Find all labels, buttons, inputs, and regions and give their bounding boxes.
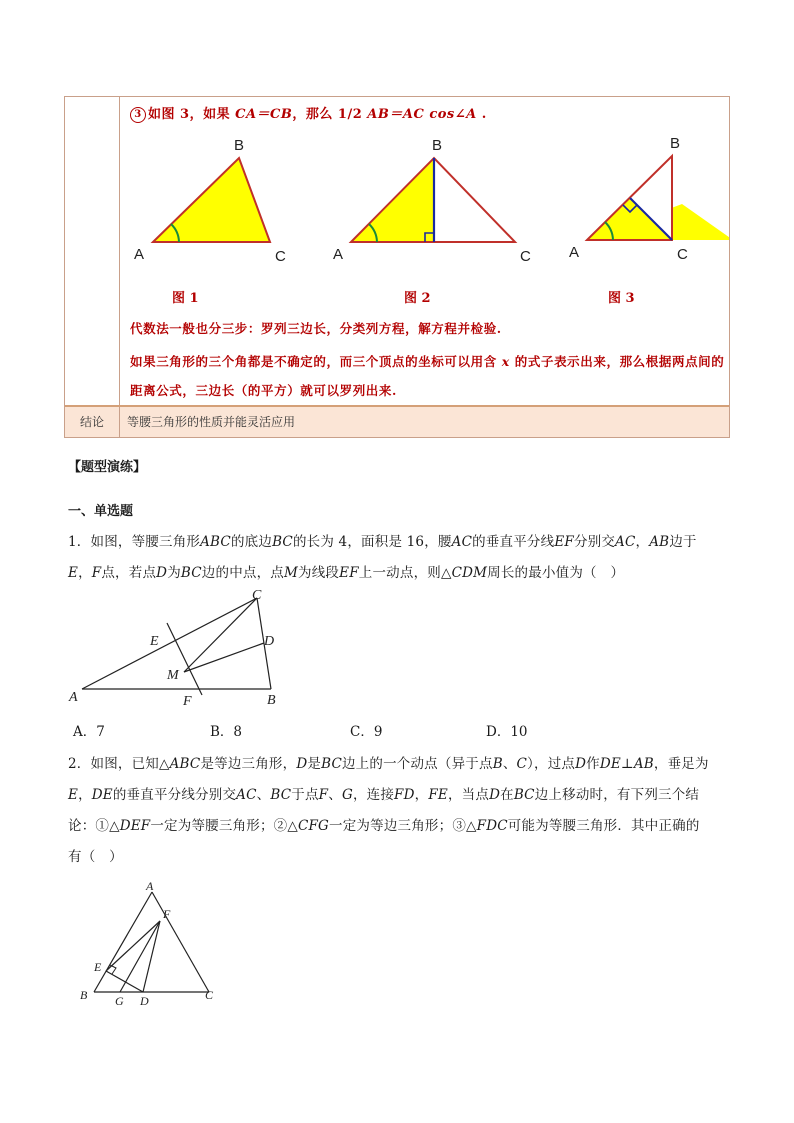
figure-2 (333, 137, 531, 265)
figure-3-label-c: C (677, 246, 688, 263)
q2-segment-de (106, 971, 143, 992)
q2-side-ac (152, 892, 209, 992)
condition-statement: 3 如图 3，如果 CA＝CB，那么 1/2 AB＝AC cos∠A . (130, 103, 487, 123)
q1-label-m: M (167, 668, 179, 683)
q2-label-a: A (146, 879, 154, 893)
option-d[interactable]: D．10 (486, 724, 528, 740)
method-row-label-cell (65, 97, 120, 405)
figure-1-label-c: C (275, 248, 286, 265)
q1-label-d: D (264, 634, 275, 649)
q2-label-c: C (205, 988, 214, 1002)
question-2-line-4: 有（ ） (68, 849, 123, 865)
option-c[interactable]: C．9 (350, 724, 383, 740)
q2-label-e: E (94, 960, 102, 974)
method-row (65, 97, 729, 405)
question-2-line-3: 论：①△DEF一定为等腰三角形；②△CFG一定为等边三角形；③△FDC可能为等腰三角形．其中正确的 (68, 818, 700, 834)
q2-label-b: B (80, 988, 88, 1002)
option-b[interactable]: B．8 (210, 724, 243, 740)
question-2-figure (76, 878, 226, 1008)
q1-label-b: B (267, 693, 276, 708)
figure-3-label-a: A (569, 244, 580, 261)
distance-formula-note: 如果三角形的三个角都是不确定的，而三个顶点的坐标可以用含 x 的式子表示出来，那么根据两点间的距离公式，三边长（的平方）就可以罗列出来. (130, 354, 725, 398)
figure-3-label-b: B (670, 135, 681, 152)
three-triangle-figures (120, 127, 729, 287)
q1-segment-mc (184, 598, 257, 672)
subsection-title: 一、单选题 (68, 504, 134, 519)
q2-side-ab (94, 892, 152, 992)
figure-2-caption: 图 2 (404, 291, 431, 306)
question-2-line-2: E，DE的垂直平分线分别交AC、BC于点F、G，连接FD，FE，当点D在BC边上移动时，有下列三个结 (68, 787, 700, 803)
figure-3 (569, 135, 729, 263)
section-title: 【题型演练】 (68, 460, 147, 475)
question-1-line-2: E，F点，若点D为BC边的中点，点M为线段EF上一动点，则△CDM周长的最小值为（ ） (68, 565, 625, 581)
figure-1-caption: 图 1 (172, 291, 199, 306)
figure-1-label-a: A (134, 246, 145, 263)
q1-label-c: C (252, 588, 262, 603)
figure-1 (134, 137, 286, 265)
q1-label-e: E (150, 634, 159, 649)
circled-number-marker: 3 (130, 107, 146, 123)
q1-label-f: F (183, 694, 192, 709)
figure-2-label-a: A (333, 246, 344, 263)
method-row-content-cell (120, 97, 729, 405)
option-a[interactable]: A．7 (73, 724, 105, 740)
q2-label-g: G (115, 994, 124, 1008)
conclusion-text: 等腰三角形的性质并能灵活应用 (127, 415, 296, 429)
question-1-figure (64, 585, 304, 710)
q2-segment-fd (143, 921, 160, 992)
q1-label-a: A (69, 690, 78, 705)
q2-perpendicular-bisector-fg (120, 921, 160, 992)
q2-label-f: F (163, 907, 171, 921)
algebra-method-note: 代数法一般也分三步：罗列三边长，分类列方程，解方程并检验. (130, 321, 502, 336)
figure-1-label-b: B (234, 137, 245, 154)
figure-2-label-b: B (432, 137, 443, 154)
conclusion-row (65, 407, 729, 437)
question-1-line-1: 1．如图，等腰三角形ABC的底边BC的长为 4，面积是 16，腰AC的垂直平分线EF分别交AC，AB边于 (68, 534, 697, 550)
conclusion-label: 结论 (65, 407, 120, 437)
q2-label-d: D (140, 994, 149, 1008)
figure-3-caption: 图 3 (608, 291, 635, 306)
q2-segment-fe (106, 921, 160, 971)
figure-2-label-c: C (520, 248, 531, 265)
q1-segment-md (184, 643, 264, 672)
question-2-line-1: 2．如图，已知△ABC是等边三角形，D是BC边上的一个动点（异于点B、C），过点D作DE⊥AB，垂足为 (68, 756, 709, 772)
figure-1-triangle (153, 158, 270, 242)
method-table (64, 96, 730, 438)
